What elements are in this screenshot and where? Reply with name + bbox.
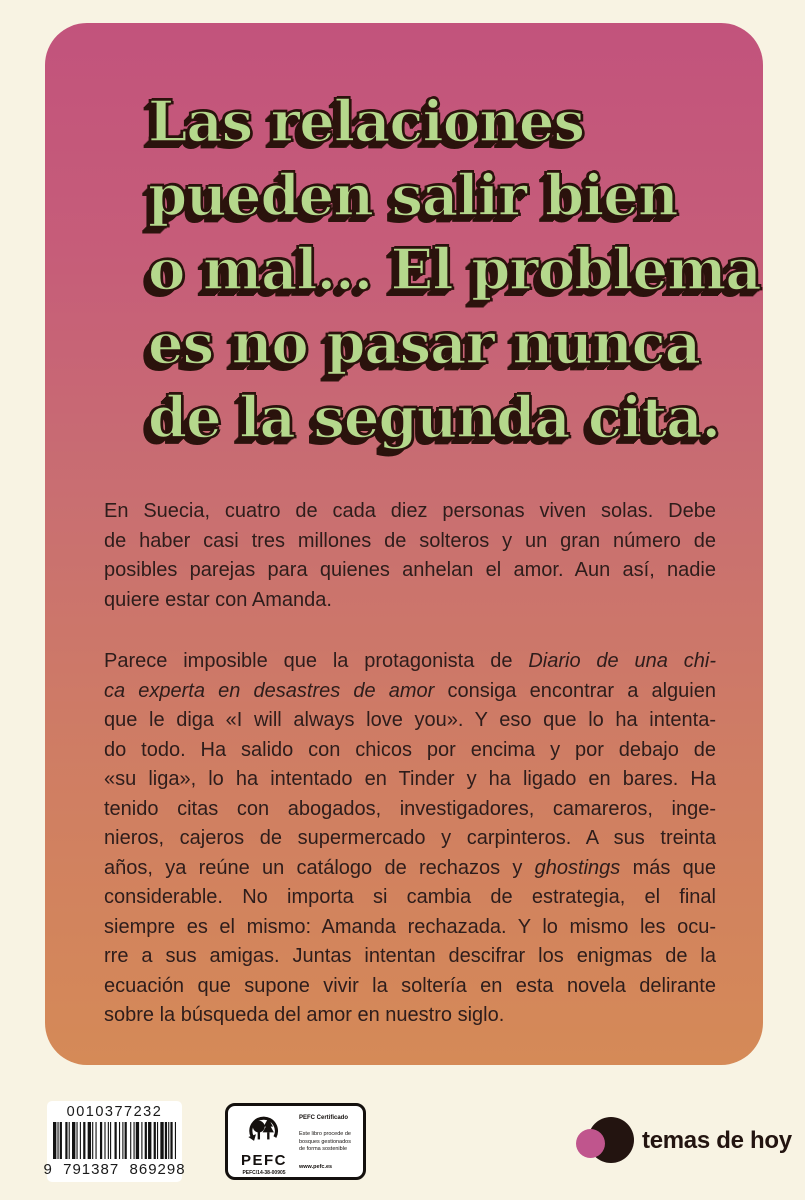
blurb-line: ecuación que supone vivir la soltería en esta novela delirante [104,974,716,997]
blurb-line: tenido citas con abogados, investigadores, camareros, inge- [104,797,716,820]
blurb-line: Parece imposible que la protagonista de Diario de una chi- [104,650,717,672]
barcode-bars-icon [53,1122,176,1159]
pefc-license-code: PEFC/14-38-00905 [242,1170,286,1176]
headline-line: de la segunda cita. [148,385,721,451]
blurb-line: sobre la búsqueda del amor en nuestro siglo. [104,1004,505,1026]
blurb-line: ca experta en desastres de amor consiga encontrar a alguien [104,679,716,702]
blurb-paragraph-2 [104,647,716,1031]
publisher-name: temas de hoy [642,1127,792,1154]
pefc-url: www.pefc.es [299,1163,333,1170]
cover-headline [148,85,761,455]
barcode [43,1101,186,1182]
blurb-line: En Suecia, cuatro de cada diez personas viven solas. Debe [104,500,716,522]
pefc-trees-icon [245,1111,283,1152]
blurb-line: rre a sus amigas. Juntas intentan descifrar los enigmas de la [104,945,716,967]
blurb-line: de haber casi tres millones de solteros y un gran número de [104,529,716,552]
barcode-top-number: 0010377232 [66,1104,163,1120]
barcode-isbn-number: 9 791387 869298 [43,1161,186,1178]
pefc-certified-label: PEFC Certificado [299,1115,349,1121]
blurb-line: nieros, cajeros de supermercado y carpinteros. A sus treinta [104,827,716,849]
publisher-pink-circle-icon [576,1129,605,1158]
headline-line: o mal... El problema [148,237,761,303]
blurb-line: considerable. No importa si cambia de estrategia, el final [104,886,716,908]
headline-line: es no pasar nunca [148,311,700,377]
blurb-line: siempre es el mismo: Amanda rechazada. Y lo mismo les ocu- [104,915,716,938]
pefc-certification-label [225,1103,366,1180]
pefc-logo-text: PEFC [240,1152,287,1169]
pefc-description: Este libro procede de bosques gestionados de forma sostenible [299,1131,351,1152]
blurb-line: posibles parejas para quienes anhelan el amor. Aun así, nadie [104,559,716,581]
blurb-line: «su liga», lo ha intentado en Tinder y ha ligado en bares. Ha [104,768,716,790]
headline-line: Las relaciones [148,89,584,155]
headline-line: pueden salir bien [148,163,678,229]
blurb-line: quiere estar con Amanda. [104,588,332,611]
blurb-paragraph-1 [104,497,716,615]
blurb-line: que le diga «I will always love you». Y eso que lo ha intenta- [104,709,716,731]
blurb-line: do todo. Ha salido con chicos por encima y por debajo de [104,738,716,761]
blurb-line: años, ya reúne un catálogo de rechazos y ghostings más que [104,856,716,879]
